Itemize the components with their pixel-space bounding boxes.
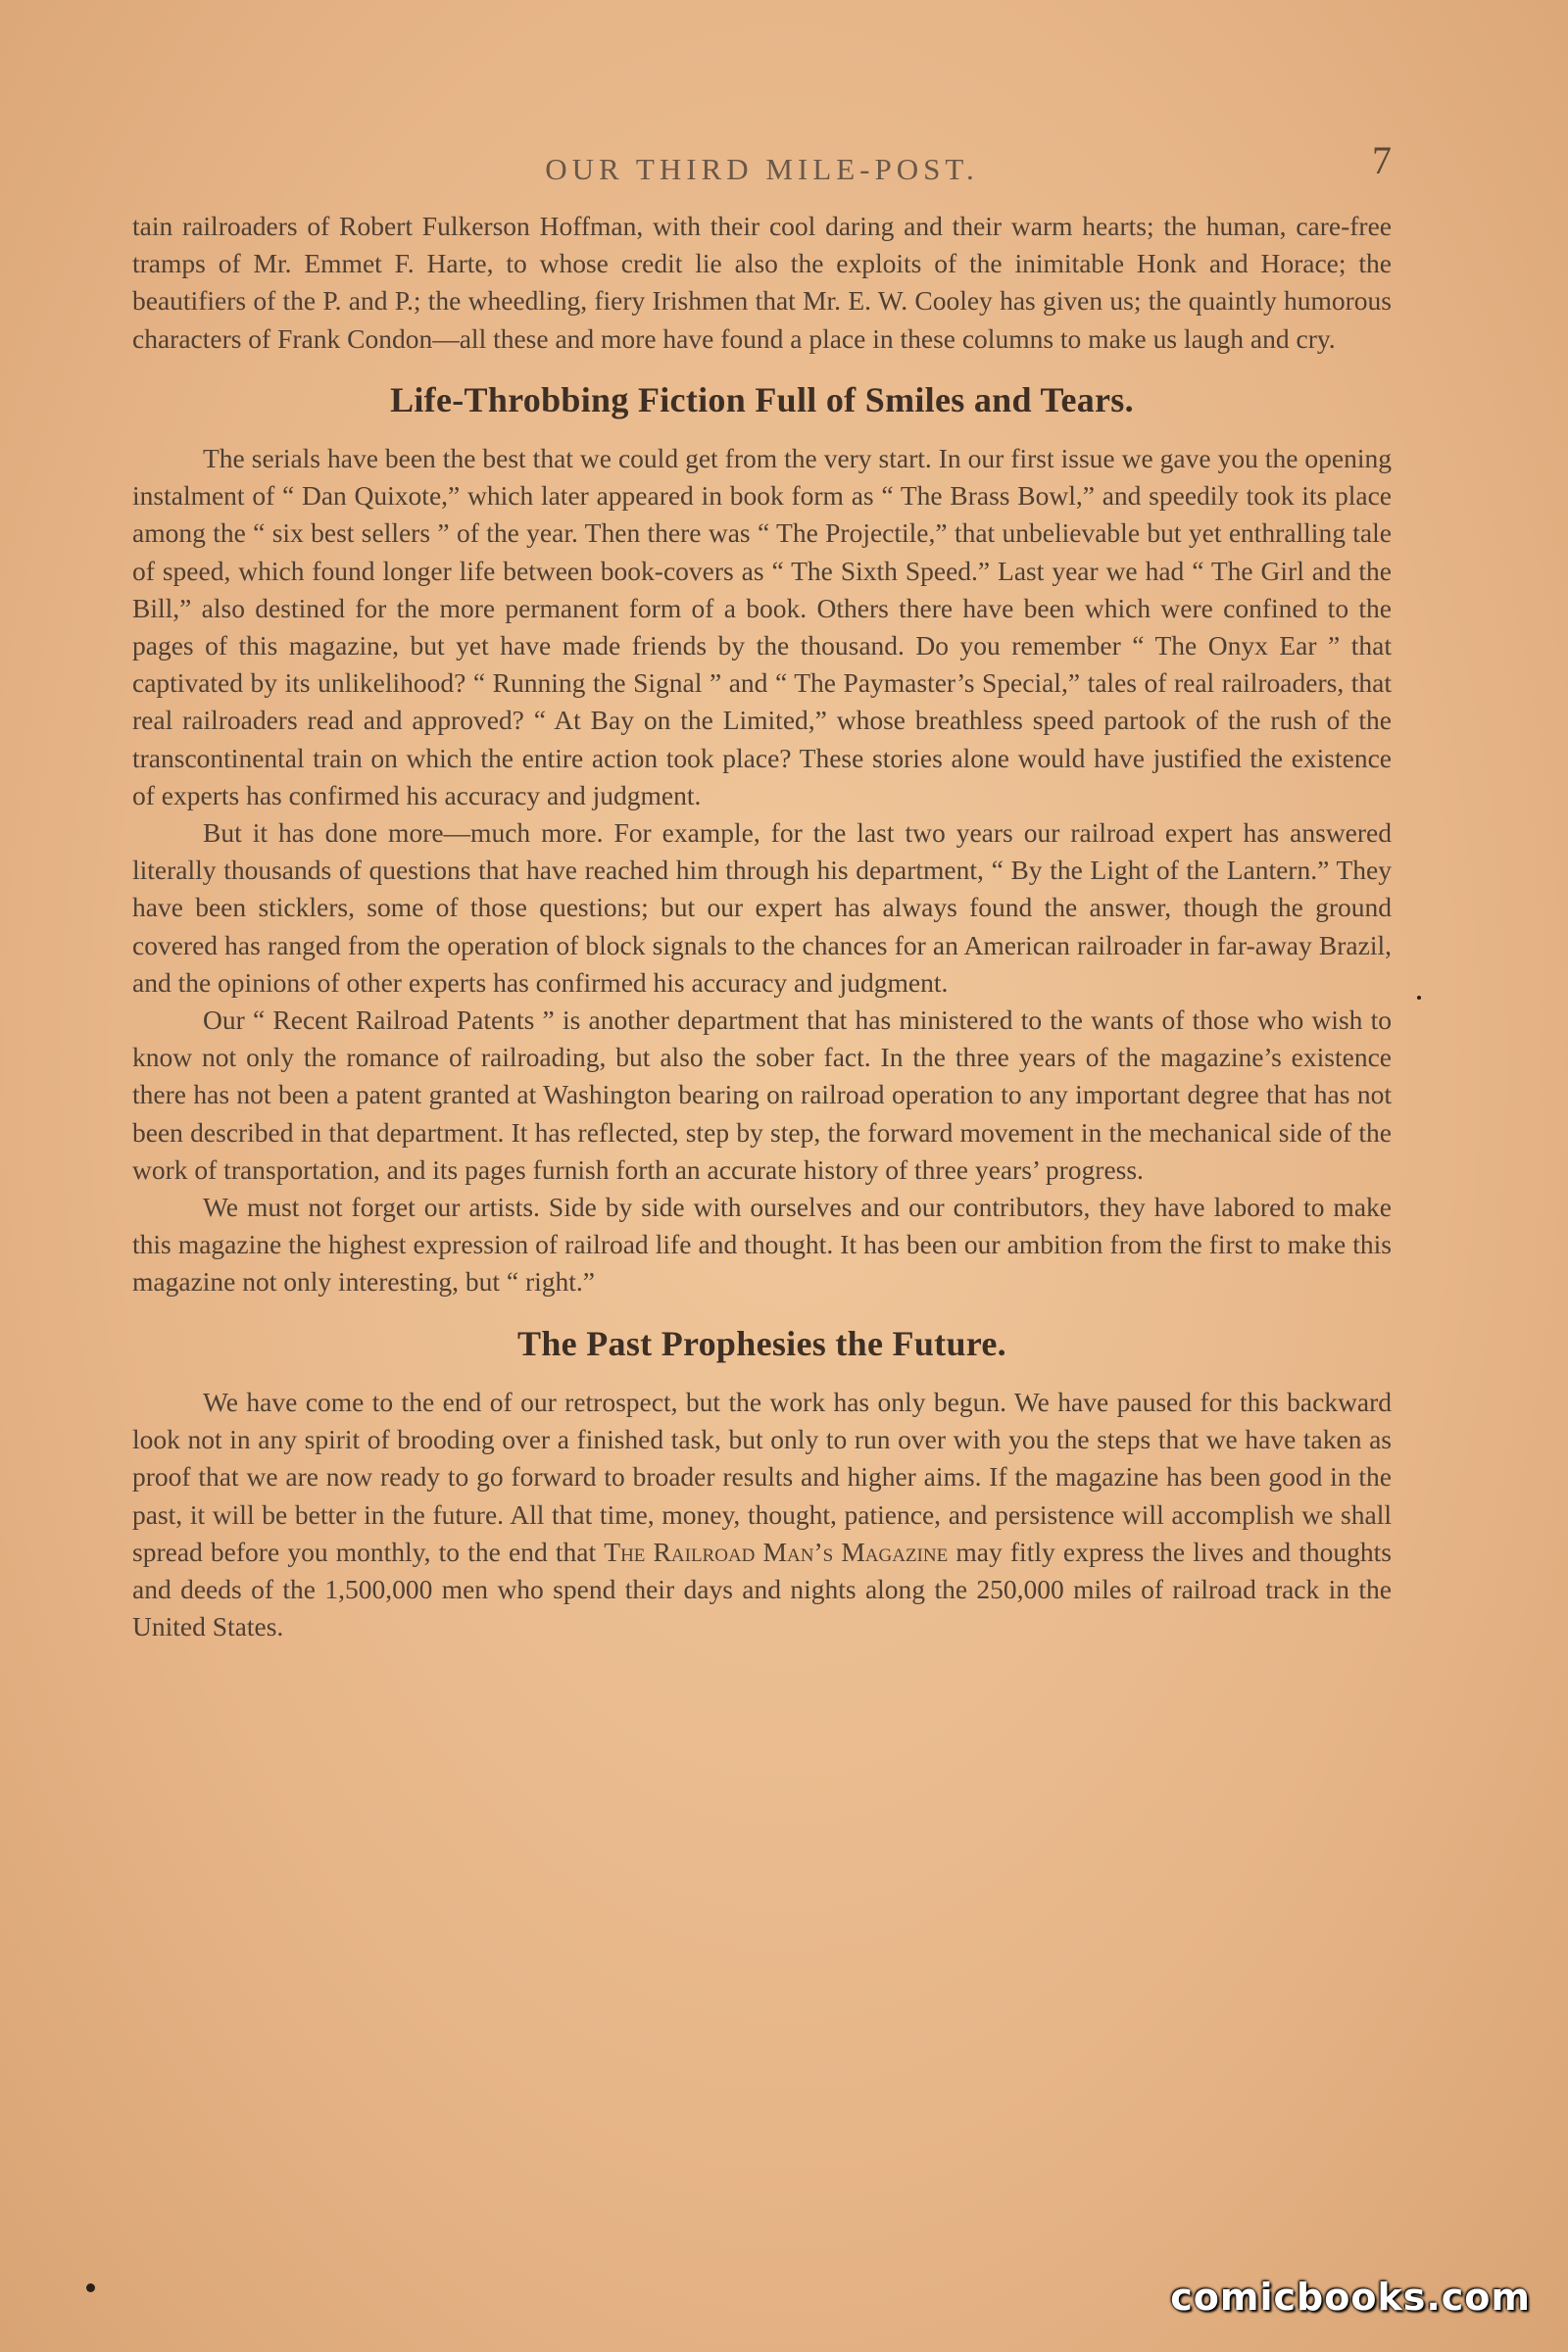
- section-heading-future: The Past Prophesies the Future.: [517, 1323, 1006, 1363]
- paragraph-serials: The serials have been the best that we could get from the very start. In our first issue we gave you the opening instalment of “ Dan Quixote,” which later appeared in book form as “ The Brass Bowl,” and speedily took its place among the “ six best sellers ” of the year. Then there was “ The Projectile,” that unbelievable but yet enthralling tale of speed, which found longer life between book-covers as “ The Sixth Speed.” Last year we had “ The Girl and the Bill,” also destined for the more permanent form of a book. Others there have been which were confined to the pages of this magazine, but yet have made friends by the thousand. Do you remember “ The Onyx Ear ” that captivated by its unlikelihood? “ Running the Signal ” and “ The Paymaster’s Special,” tales of real railroaders, that real railroaders read and approved? “ At Bay on the Limited,” whose breathless speed partook of the rush of the transcontinental train on which the entire action took place? These stories alone would have justified the existence of experts has confirmed his accuracy and judgment.: [132, 443, 1392, 810]
- running-title: OUR THIRD MILE-POST.: [545, 152, 979, 186]
- watermark: comicbooks.com: [1170, 2276, 1531, 2319]
- paragraph-patents: Our “ Recent Railroad Patents ” is another department that has ministered to the wants of those who wish to know not only the romance of railroading, but also the sober fact. In the three years of the magazine’s existence there has not been a patent granted at Washington bearing on railroad operation to any important degree that has not been described in that department. It has reflected, step by step, the forward movement in the mechanical side of the work of transportation, and its pages furnish forth an accurate history of three years’ progress.: [132, 1004, 1392, 1185]
- ink-speck: [1417, 996, 1421, 1000]
- paragraph-artists: We must not forget our artists. Side by side with ourselves and our contributors, they have labored to make this magazine the highest expression of railroad life and thought. It has been our ambition from the first to make this magazine not only interesting, but “ right.”: [132, 1192, 1392, 1298]
- future-text-end: may fitly express the lives and thoughts and deeds of the 1,500,000 men who spend their days and nights along the 250,000 miles of railroad track in the United States.: [132, 1536, 1393, 1642]
- magazine-name: The Railroad Man’s Magazine: [604, 1536, 949, 1567]
- ink-speck: [86, 2283, 95, 2292]
- paragraph-expert: But it has done more—much more. For example, for the last two years our railroad expert has answered literally thousands of questions that have reached him through his department, “ By the Light of the Lantern.” They have been sticklers, some of those questions; but our expert has always found the answer, though the ground covered has ranged from the operation of block signals to the chances for an American railroader in far-away Brazil, and the opinions of other experts has confirmed his accuracy and judgment.: [132, 817, 1392, 998]
- intro-paragraph: tain railroaders of Robert Fulkerson Hoffman, with their cool daring and their warm hearts; the human, care-free tramps of Mr. Emmet F. Harte, to whose credit lie also the exploits of the inimitable Honk and Horace; the beautifiers of the P. and P.; the wheedling, fiery Irishmen that Mr. E. W. Cooley has given us; the quaintly humorous characters of Frank Condon—all these and more have found a place in these columns to make us laugh and cry.: [132, 211, 1392, 354]
- paragraph-future: [132, 1384, 1392, 1645]
- article-body: [132, 208, 1392, 1645]
- page-number: 7: [1372, 138, 1392, 182]
- running-head: [132, 137, 1392, 196]
- section-heading-fiction: Life-Throbbing Fiction Full of Smiles and Tears.: [390, 379, 1134, 419]
- future-text-start: We have come to the end of our retrospect, but the work has only begun. We have paused for this backward look not in any spirit of brooding over a finished task, but only to run over with you the steps that we have taken as proof that we are now ready to go forward to broader results and higher aims. If the magazine has been good in the past, it will be better in the future. All that time, money, thought, patience, and persistence will accomplish we shall spread before you monthly, to the end that: [132, 1386, 1392, 1567]
